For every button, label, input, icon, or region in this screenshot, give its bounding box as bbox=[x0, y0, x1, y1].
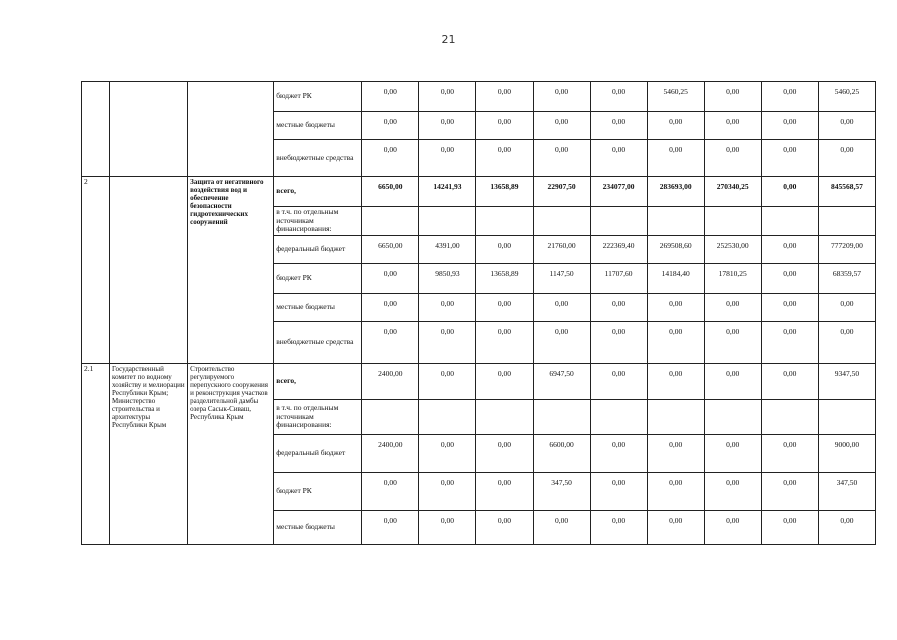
source-cell: местные бюджеты bbox=[274, 293, 362, 321]
source-cell: внебюджетные средства bbox=[274, 321, 362, 363]
value-cell: 0,00 bbox=[818, 112, 875, 140]
value-cell: 0,00 bbox=[590, 363, 647, 399]
value-cell bbox=[419, 207, 476, 236]
value-cell: 6650,00 bbox=[362, 177, 419, 207]
executor-cell bbox=[110, 82, 188, 177]
value-cell: 0,00 bbox=[533, 82, 590, 112]
value-cell bbox=[362, 399, 419, 434]
page-number: 21 bbox=[441, 33, 456, 46]
value-cell: 222369,40 bbox=[590, 235, 647, 263]
value-cell: 777209,00 bbox=[818, 235, 875, 263]
measure-cell bbox=[188, 82, 274, 177]
value-cell: 0,00 bbox=[704, 321, 761, 363]
source-cell: внебюджетные средства bbox=[274, 140, 362, 177]
value-cell bbox=[818, 399, 875, 434]
table-row bbox=[82, 82, 876, 112]
value-cell: 0,00 bbox=[362, 82, 419, 112]
value-cell: 1147,50 bbox=[533, 263, 590, 293]
source-cell: местные бюджеты bbox=[274, 112, 362, 140]
value-cell: 0,00 bbox=[476, 112, 533, 140]
value-cell: 0,00 bbox=[419, 472, 476, 510]
value-cell: 0,00 bbox=[704, 434, 761, 472]
value-cell: 0,00 bbox=[818, 321, 875, 363]
source-cell: федеральный бюджет bbox=[274, 434, 362, 472]
executor-cell: Государственный комитет по водному хозяйству и мелиорации Республики Крым; Министерство строительства и архитектуры Республики Крым bbox=[110, 363, 188, 544]
value-cell: 9000,00 bbox=[818, 434, 875, 472]
value-cell: 0,00 bbox=[647, 140, 704, 177]
value-cell: 0,00 bbox=[818, 140, 875, 177]
value-cell: 0,00 bbox=[590, 140, 647, 177]
value-cell: 0,00 bbox=[419, 434, 476, 472]
value-cell: 0,00 bbox=[704, 510, 761, 544]
value-cell: 13658,89 bbox=[476, 177, 533, 207]
table-row bbox=[82, 363, 876, 399]
value-cell: 4391,00 bbox=[419, 235, 476, 263]
source-cell: бюджет РК bbox=[274, 263, 362, 293]
value-cell: 0,00 bbox=[419, 293, 476, 321]
value-cell: 845568,57 bbox=[818, 177, 875, 207]
value-cell: 0,00 bbox=[362, 263, 419, 293]
value-cell: 6947,50 bbox=[533, 363, 590, 399]
value-cell: 0,00 bbox=[419, 112, 476, 140]
value-cell: 14241,93 bbox=[419, 177, 476, 207]
value-cell: 0,00 bbox=[476, 510, 533, 544]
value-cell bbox=[590, 399, 647, 434]
value-cell: 0,00 bbox=[761, 363, 818, 399]
value-cell: 2400,00 bbox=[362, 434, 419, 472]
executor-cell bbox=[110, 177, 188, 364]
value-cell: 234077,00 bbox=[590, 177, 647, 207]
value-cell: 0,00 bbox=[761, 472, 818, 510]
table-row bbox=[82, 177, 876, 207]
value-cell bbox=[590, 207, 647, 236]
source-cell: местные бюджеты bbox=[274, 510, 362, 544]
value-cell: 0,00 bbox=[476, 140, 533, 177]
value-cell: 0,00 bbox=[647, 472, 704, 510]
value-cell: 0,00 bbox=[419, 363, 476, 399]
value-cell: 17810,25 bbox=[704, 263, 761, 293]
value-cell: 0,00 bbox=[362, 321, 419, 363]
value-cell: 0,00 bbox=[590, 472, 647, 510]
value-cell bbox=[476, 207, 533, 236]
value-cell: 0,00 bbox=[533, 321, 590, 363]
source-cell: всего, bbox=[274, 363, 362, 399]
value-cell: 0,00 bbox=[761, 235, 818, 263]
value-cell: 252530,00 bbox=[704, 235, 761, 263]
row-number-cell: 2 bbox=[82, 177, 110, 364]
source-cell: в т.ч. по отдельным источникам финансирования: bbox=[274, 207, 362, 236]
value-cell: 0,00 bbox=[362, 472, 419, 510]
value-cell: 13658,89 bbox=[476, 263, 533, 293]
value-cell: 9347,50 bbox=[818, 363, 875, 399]
source-cell: бюджет РК bbox=[274, 82, 362, 112]
value-cell: 0,00 bbox=[761, 293, 818, 321]
value-cell: 0,00 bbox=[818, 510, 875, 544]
value-cell: 0,00 bbox=[362, 140, 419, 177]
value-cell: 0,00 bbox=[419, 140, 476, 177]
value-cell bbox=[818, 207, 875, 236]
value-cell: 0,00 bbox=[476, 321, 533, 363]
value-cell: 0,00 bbox=[533, 112, 590, 140]
budget-table bbox=[81, 81, 876, 545]
value-cell: 0,00 bbox=[419, 321, 476, 363]
value-cell: 0,00 bbox=[533, 140, 590, 177]
value-cell: 0,00 bbox=[476, 82, 533, 112]
value-cell: 2400,00 bbox=[362, 363, 419, 399]
value-cell: 0,00 bbox=[761, 140, 818, 177]
value-cell: 0,00 bbox=[761, 321, 818, 363]
row-number-cell: 2.1 bbox=[82, 363, 110, 544]
source-cell: всего, bbox=[274, 177, 362, 207]
value-cell: 0,00 bbox=[647, 434, 704, 472]
value-cell: 22907,50 bbox=[533, 177, 590, 207]
value-cell: 0,00 bbox=[590, 293, 647, 321]
value-cell bbox=[704, 207, 761, 236]
value-cell bbox=[704, 399, 761, 434]
value-cell: 270340,25 bbox=[704, 177, 761, 207]
value-cell: 0,00 bbox=[647, 112, 704, 140]
value-cell: 0,00 bbox=[362, 293, 419, 321]
value-cell: 11707,60 bbox=[590, 263, 647, 293]
value-cell: 0,00 bbox=[761, 263, 818, 293]
value-cell: 5460,25 bbox=[818, 82, 875, 112]
value-cell: 14184,40 bbox=[647, 263, 704, 293]
value-cell: 6650,00 bbox=[362, 235, 419, 263]
value-cell bbox=[476, 399, 533, 434]
source-cell: бюджет РК bbox=[274, 472, 362, 510]
value-cell: 21760,00 bbox=[533, 235, 590, 263]
value-cell bbox=[647, 207, 704, 236]
value-cell: 0,00 bbox=[533, 293, 590, 321]
value-cell: 347,50 bbox=[818, 472, 875, 510]
value-cell: 0,00 bbox=[647, 363, 704, 399]
value-cell: 283693,00 bbox=[647, 177, 704, 207]
value-cell: 0,00 bbox=[704, 112, 761, 140]
value-cell: 0,00 bbox=[704, 472, 761, 510]
value-cell: 9850,93 bbox=[419, 263, 476, 293]
source-cell: в т.ч. по отдельным источникам финансирования: bbox=[274, 399, 362, 434]
value-cell bbox=[761, 207, 818, 236]
value-cell: 347,50 bbox=[533, 472, 590, 510]
measure-cell: Защита от негативного воздействия вод и обеспечение безопасности гидротехнических сооружений bbox=[188, 177, 274, 364]
value-cell: 0,00 bbox=[761, 112, 818, 140]
value-cell: 269508,60 bbox=[647, 235, 704, 263]
value-cell bbox=[533, 399, 590, 434]
value-cell: 0,00 bbox=[590, 82, 647, 112]
value-cell: 0,00 bbox=[647, 321, 704, 363]
value-cell: 0,00 bbox=[647, 510, 704, 544]
source-cell: федеральный бюджет bbox=[274, 235, 362, 263]
value-cell bbox=[761, 399, 818, 434]
value-cell: 0,00 bbox=[761, 510, 818, 544]
value-cell: 0,00 bbox=[419, 510, 476, 544]
value-cell: 0,00 bbox=[704, 293, 761, 321]
value-cell: 0,00 bbox=[704, 140, 761, 177]
value-cell bbox=[647, 399, 704, 434]
value-cell: 0,00 bbox=[647, 293, 704, 321]
value-cell: 0,00 bbox=[590, 321, 647, 363]
value-cell: 68359,57 bbox=[818, 263, 875, 293]
value-cell: 0,00 bbox=[590, 434, 647, 472]
value-cell: 0,00 bbox=[761, 177, 818, 207]
value-cell: 0,00 bbox=[590, 112, 647, 140]
value-cell: 0,00 bbox=[704, 82, 761, 112]
value-cell bbox=[362, 207, 419, 236]
value-cell: 0,00 bbox=[761, 434, 818, 472]
value-cell: 0,00 bbox=[476, 363, 533, 399]
value-cell: 0,00 bbox=[590, 510, 647, 544]
value-cell bbox=[419, 399, 476, 434]
value-cell: 0,00 bbox=[533, 510, 590, 544]
row-number-cell bbox=[82, 82, 110, 177]
value-cell: 5460,25 bbox=[647, 82, 704, 112]
value-cell: 0,00 bbox=[476, 235, 533, 263]
value-cell: 0,00 bbox=[818, 293, 875, 321]
value-cell: 0,00 bbox=[761, 82, 818, 112]
value-cell: 0,00 bbox=[704, 363, 761, 399]
value-cell bbox=[533, 207, 590, 236]
value-cell: 0,00 bbox=[362, 510, 419, 544]
value-cell: 0,00 bbox=[362, 112, 419, 140]
value-cell: 0,00 bbox=[419, 82, 476, 112]
value-cell: 0,00 bbox=[476, 472, 533, 510]
value-cell: 6600,00 bbox=[533, 434, 590, 472]
measure-cell: Строительство регулируемого перепускного сооружения и реконструкция участков разделительной дамбы озера Сасык-Сиваш, Республика Крым bbox=[188, 363, 274, 544]
value-cell: 0,00 bbox=[476, 293, 533, 321]
value-cell: 0,00 bbox=[476, 434, 533, 472]
